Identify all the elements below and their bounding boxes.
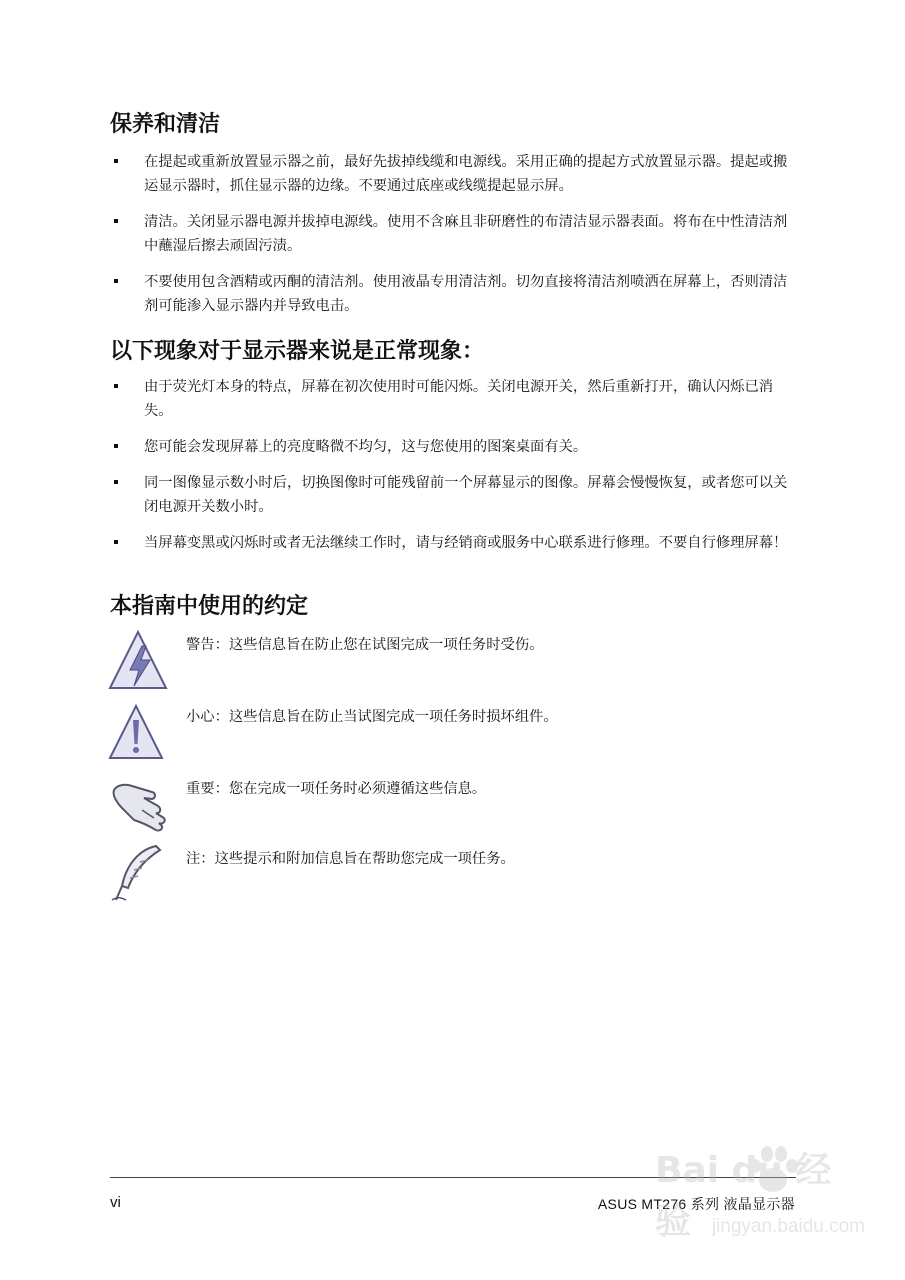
bullet-icon [114,219,118,223]
list-item [110,210,800,258]
caution-exclamation-icon [108,700,172,764]
watermark-url: jingyan.baidu.com [711,1216,865,1237]
bullet-icon [114,159,118,163]
care-list [110,150,800,330]
bullet-icon [114,444,118,448]
section-title-normal: 以下现象对于显示器来说是正常现象： [110,339,485,364]
list-item-text: 同一图像显示数小时后，切换图像时可能残留前一个屏幕显示的图像。屏幕会慢慢恢复，或者您可以关闭电源开关数小时。 [144,475,788,515]
list-item [110,270,800,318]
watermark-title: Bai du 经验 [655,1150,832,1242]
bullet-icon [114,480,118,484]
bullet-icon [114,279,118,283]
normal-list [110,375,800,567]
list-item [110,471,800,519]
bullet-icon [114,540,118,544]
section-title-care: 保养和清洁 [110,112,221,137]
note-important [108,772,808,842]
list-item-text: 您可能会发现屏幕上的亮度略微不均匀，这与您使用的图案桌面有关。 [144,439,588,455]
baidu-watermark [655,1142,865,1252]
note-quill-icon [108,842,172,906]
list-item-text: 清洁。关闭显示器电源并拔掉电源线。使用不含麻且非研磨性的布清洁显示器表面。将布在中性清洁剂中蘸湿后擦去顽固污渍。 [144,214,788,254]
note-text: 小心：这些信息旨在防止当试图完成一项任务时损坏组件。 [186,709,558,725]
list-item [110,375,800,423]
note-text: 重要：您在完成一项任务时必须遵循这些信息。 [186,781,487,797]
list-item-text: 当屏幕变黑或闪烁时或者无法继续工作时，请与经销商或服务中心联系进行修理。不要自行修理屏幕！ [144,535,788,551]
page-number: vi [110,1194,121,1211]
list-item-text: 不要使用包含酒精或丙酮的清洁剂。使用液晶专用清洁剂。切勿直接将清洁剂喷洒在屏幕上，否则清洁剂可能渗入显示器内并导致电击。 [144,274,788,314]
list-item [110,531,800,555]
warning-lightning-icon [108,628,172,692]
important-hand-icon [108,772,172,836]
section-title-conventions: 本指南中使用的约定 [110,594,309,619]
note-text: 注：这些提示和附加信息旨在帮助您完成一项任务。 [186,851,515,867]
note-warning [108,628,808,698]
list-item [110,435,800,459]
footer-product-title: ASUS MT276 系列 液晶显示器 [597,1196,795,1212]
note-note [108,842,808,912]
bullet-icon [114,384,118,388]
list-item [110,150,800,198]
note-caution [108,700,808,770]
list-item-text: 在提起或重新放置显示器之前，最好先拔掉线缆和电源线。采用正确的提起方式放置显示器。提起或搬运显示器时，抓住显示器的边缘。不要通过底座或线缆提起显示屏。 [144,154,788,194]
note-text: 警告：这些信息旨在防止您在试图完成一项任务时受伤。 [186,637,544,653]
list-item-text: 由于荧光灯本身的特点，屏幕在初次使用时可能闪烁。关闭电源开关，然后重新打开，确认闪烁已消失。 [144,379,774,419]
